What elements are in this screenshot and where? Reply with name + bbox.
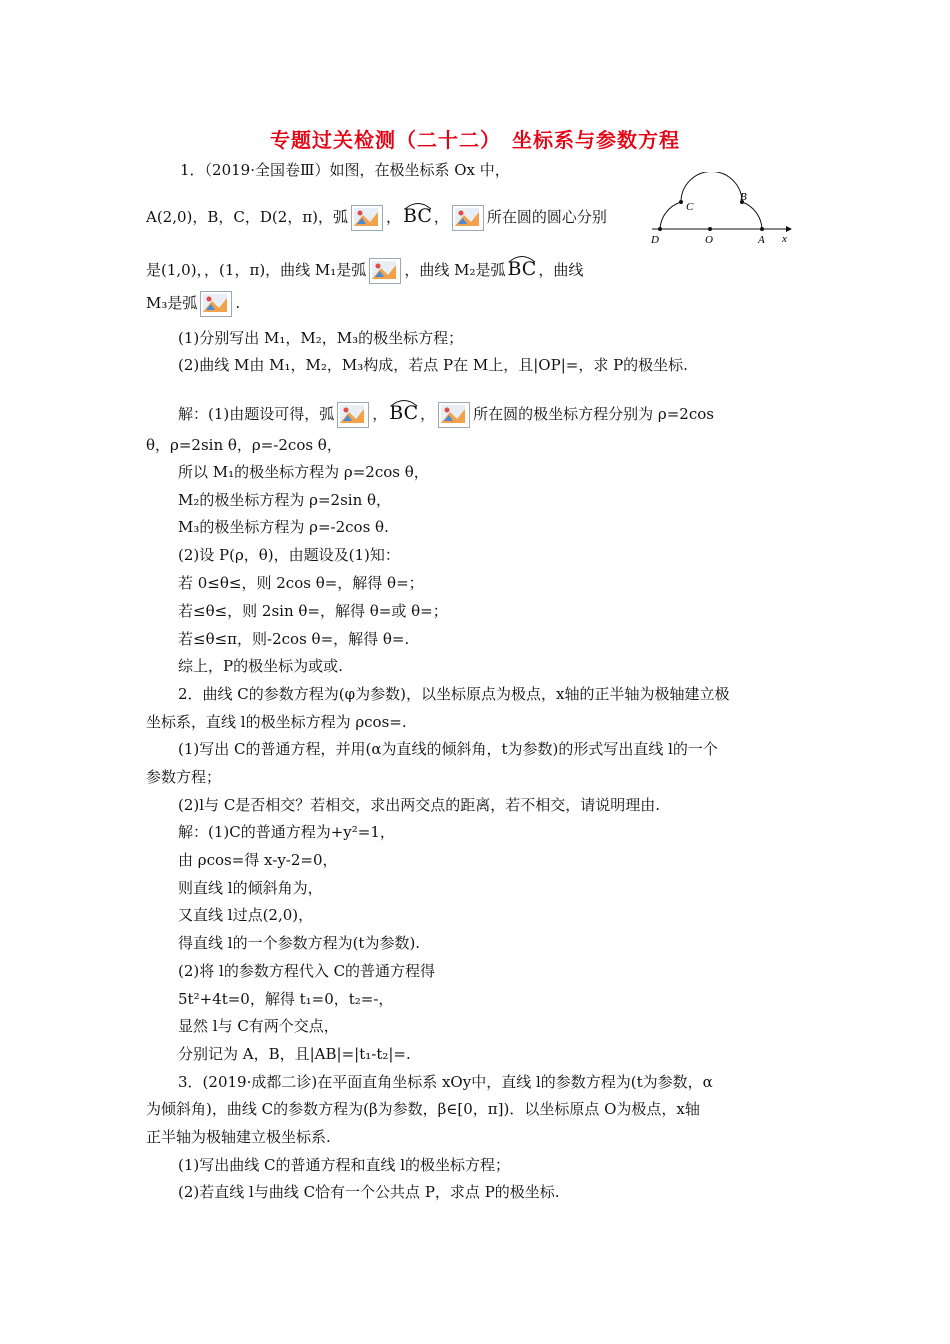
p1-line-3a: 是(1,0)，，(1，π)，曲线 M₁是弧 bbox=[146, 261, 367, 279]
image-placeholder-icon bbox=[337, 402, 369, 428]
p1-line-4b: . bbox=[235, 294, 241, 312]
label-c: C bbox=[686, 201, 694, 213]
arc-bc-label: BC bbox=[507, 258, 537, 280]
label-a: A bbox=[758, 234, 765, 246]
arc-diagram bbox=[648, 172, 798, 246]
p2-solution-9: 分别记为 A，B，且|AB|=|t₁-t₂|=. bbox=[178, 1045, 411, 1063]
image-placeholder-icon bbox=[438, 402, 470, 428]
p2-solution-4: 又直线 l过点(2,0)， bbox=[178, 906, 314, 924]
p1-solution-9: 若≤θ≤π，则-2cos θ=，解得 θ=. bbox=[178, 630, 410, 648]
p2-solution-2: 由 ρcos=得 x-y-2=0， bbox=[178, 851, 338, 869]
p1-solution-5: M₃的极坐标方程为 ρ=-2cos θ. bbox=[178, 518, 389, 536]
p1-line-2d: 所在圆的圆心分别 bbox=[486, 208, 607, 226]
p1-solution-1a: 解：(1)由题设可得，弧 bbox=[178, 405, 335, 423]
p1-line-4a: M₃是弧 bbox=[146, 294, 198, 312]
p1-question-2: (2)曲线 M由 M₁，M₂，M₃构成，若点 P在 M上，且|OP|=，求 P的极坐标. bbox=[178, 356, 688, 374]
p1-solution-2: θ，ρ=2sin θ，ρ=-2cos θ， bbox=[146, 436, 342, 454]
p2-solution-1: 解：(1)C的普通方程为+y²=1， bbox=[178, 823, 395, 841]
p2-solution-8: 显然 l与 C有两个交点， bbox=[178, 1017, 339, 1035]
p1-solution-8: 若≤θ≤，则 2sin θ=，解得 θ=或 θ=； bbox=[178, 602, 448, 620]
p1-question-1: (1)分别写出 M₁，M₂，M₃的极坐标方程； bbox=[178, 329, 464, 347]
p1-line-2b: ， bbox=[386, 208, 402, 226]
arc-bc-label: BC bbox=[403, 205, 432, 227]
p1-line-3c: ，曲线 bbox=[538, 261, 584, 279]
p2-question-1a: (1)写出 C的普通方程，并用(α为直线的倾斜角，t为参数)的形式写出直线 l的一个 bbox=[178, 740, 718, 758]
p1-solution-3: 所以 M₁的极坐标方程为 ρ=2cos θ， bbox=[178, 463, 429, 481]
p2-solution-7: 5t²+4t=0，解得 t₁=0，t₂=-， bbox=[178, 990, 394, 1008]
image-placeholder-icon bbox=[369, 258, 401, 284]
p1-line-4 bbox=[146, 291, 240, 317]
p3-line-1: 3．(2019·成都二诊)在平面直角坐标系 xOy中，直线 l的参数方程为(t为参数，α bbox=[178, 1073, 713, 1091]
arc-symbol-icon bbox=[389, 397, 419, 407]
p1-line-2c: ， bbox=[433, 208, 449, 226]
label-b: B bbox=[740, 191, 747, 203]
p1-line-3 bbox=[146, 253, 583, 284]
p3-line-3: 正半轴为极轴建立极坐标系. bbox=[146, 1128, 331, 1146]
page-title: 专题过关检测（二十二） 坐标系与参数方程 bbox=[270, 128, 680, 152]
label-d: D bbox=[651, 234, 659, 246]
p2-solution-6: (2)将 l的参数方程代入 C的普通方程得 bbox=[178, 962, 436, 980]
arc-symbol-icon bbox=[507, 253, 537, 263]
p1-line-1: 1．（2019·全国卷Ⅲ）如图，在极坐标系 Ox 中， bbox=[180, 161, 510, 179]
arc-bc bbox=[403, 200, 432, 226]
p1-solution-10: 综上，P的极坐标为或或. bbox=[178, 657, 343, 675]
image-placeholder-icon bbox=[351, 205, 383, 231]
label-o: O bbox=[705, 234, 713, 246]
polar-arc-figure bbox=[648, 172, 798, 250]
p2-line-1: 2．曲线 C的参数方程为(φ为参数)，以坐标原点为极点，x轴的正半轴为极轴建立极 bbox=[178, 685, 730, 703]
p1-line-2 bbox=[146, 200, 607, 231]
p3-question-2: (2)若直线 l与曲线 C恰有一个公共点 P，求点 P的极坐标. bbox=[178, 1183, 560, 1201]
label-x: x bbox=[782, 233, 787, 245]
p2-question-1b: 参数方程； bbox=[146, 768, 222, 786]
p1-solution-1 bbox=[178, 397, 714, 428]
p3-line-2: 为倾斜角)，曲线 C的参数方程为(β为参数，β∈[0，π])．以坐标原点 O为极点，x轴 bbox=[146, 1100, 700, 1118]
p1-solution-1b: ， bbox=[372, 405, 388, 423]
p1-solution-1d: 所在圆的极坐标方程分别为 ρ=2cos bbox=[473, 405, 714, 423]
p3-question-1: (1)写出曲线 C的普通方程和直线 l的极坐标方程； bbox=[178, 1156, 511, 1174]
p1-solution-6: (2)设 P(ρ，θ)，由题设及(1)知： bbox=[178, 546, 400, 564]
p2-question-2: (2)l与 C是否相交？若相交，求出两交点的距离，若不相交，请说明理由. bbox=[178, 796, 661, 814]
p1-solution-7: 若 0≤θ≤，则 2cos θ=，解得 θ=； bbox=[178, 574, 424, 592]
p1-solution-1c: ， bbox=[420, 405, 436, 423]
p2-solution-3: 则直线 l的倾斜角为， bbox=[178, 879, 323, 897]
image-placeholder-icon bbox=[200, 291, 232, 317]
p2-solution-5: 得直线 l的一个参数方程为(t为参数). bbox=[178, 934, 421, 952]
arc-bc bbox=[507, 253, 536, 279]
p1-solution-4: M₂的极坐标方程为 ρ=2sin θ， bbox=[178, 491, 392, 509]
p2-line-2: 坐标系，直线 l的极坐标方程为 ρcos=. bbox=[146, 713, 407, 731]
arc-bc bbox=[389, 397, 418, 423]
arc-bc-label: BC bbox=[389, 402, 419, 424]
image-placeholder-icon bbox=[452, 205, 484, 231]
p1-line-2a: A(2,0)，B，C，D(2，π)，弧 bbox=[146, 208, 349, 226]
arc-symbol-icon bbox=[403, 200, 433, 210]
p1-line-3b: ，曲线 M₂是弧 bbox=[404, 261, 506, 279]
